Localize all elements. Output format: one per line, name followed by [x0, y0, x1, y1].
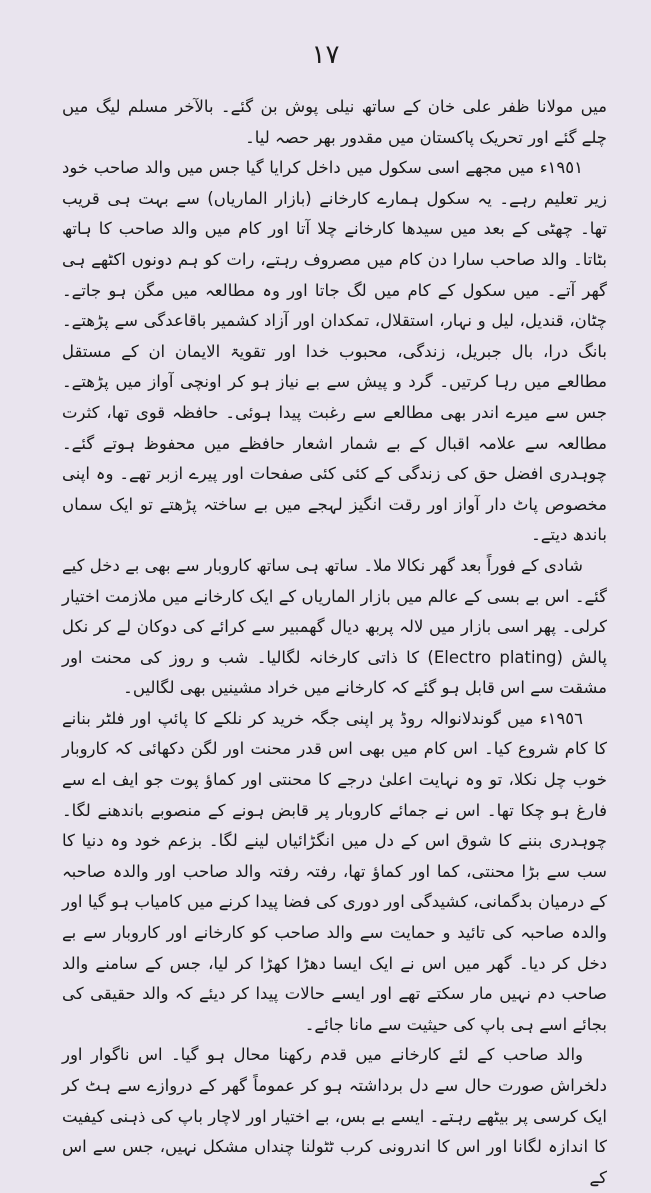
page-body-text	[62, 92, 607, 1193]
paragraph-4: ١٩٥٦ء میں گوندلانوالہ روڈ پر اپنی جگہ خرید کر نلکے کا پائپ اور فلٹر بنانے کا کام شروع کیا۔ اس کام میں بھی اس قدر محنت اور لگن دکھائی کہ کاروبار خوب چل نکلا، تو وہ نہایت اعلیٰ درجے کا محنتی اور کماؤ پوت جو ایف اے سے فارغ ہو چکا تھا۔ اس نے جمائے کاروبار پر قابض ہونے کے منصوبے باندھنے لگا۔ چوہدری بننے کا شوق اس کے دل میں انگڑائیاں لینے لگا۔ بزعم خود وہ دنیا کا سب سے بڑا محنتی، کما اور کماؤ تھا، رفتہ رفتہ والد صاحب اور والدہ صاحبہ کے درمیان بدگمانی، کشیدگی اور دوری کی فضا پیدا کرنے میں کامیاب ہو گیا اور والدہ صاحبہ کی تائید و حمایت سے والد صاحب کو کارخانے اور کاروبار سے بے دخل کر دیا۔ گھر میں اس نے ایک ایسا دھڑا کھڑا کر لیا، جس کے سامنے والد صاحب دم نہیں مار سکتے تھے اور ایسے حالات پیدا کر دیئے کہ والد حقیقی کی بجائے اسے ہی باپ کی حیثیت سے مانا جائے۔	[62, 708, 607, 1034]
page-number: ١٧	[311, 40, 340, 70]
paragraph-1: میں مولانا ظفر علی خان کے ساتھ نیلی پوش بن گئے۔ بالآخر مسلم لیگ میں چلے گئے اور تحریک پاکستان میں مقدور بھر حصہ لیا۔	[62, 97, 607, 147]
paragraph-5: والد صاحب کے لئے کارخانے میں قدم رکھنا محال ہو گیا۔ اس ناگوار اور دلخراش صورت حال سے دل برداشتہ ہو کر عموماً گھر کے دروازے سے ہٹ کر ایک کرسی پر بیٹھے رہتے۔ ایسے بے بس، بے اختیار اور لاچار باپ کی ذہنی کیفیت کا اندازہ لگانا اور اس کا اندرونی کرب ٹٹولنا چنداں مشکل نہیں، جس سے اس کے	[62, 1045, 607, 1187]
paragraph-3: شادی کے فوراً بعد گھر نکالا ملا۔ ساتھ ہی ساتھ کاروبار سے بھی بے دخل کیے گئے۔ اس بے بسی کے عالم میں بازار المارياں کے ایک کارخانے میں ملازمت اختیار کرلی۔ پھر اسی بازار میں لالہ پربھ دیال گھمبیر سے کرائے کی دوکان لے کر نکل پالش (Electro plating) کا ذاتی کارخانہ لگالیا۔ شب و روز کی محنت اور مشقت سے اس قابل ہو گئے کہ کارخانے میں خراد مشینیں بھی لگالیں۔	[62, 555, 607, 698]
paragraph-2: ١٩٥١ء میں مجھے اسی سکول میں داخل کرایا گیا جس میں والد صاحب خود زیر تعلیم رہے۔ یہ سکول ہمارے کارخانے (بازار المارياں) سے بہت ہی قریب تھا۔ چھٹی کے بعد میں سیدھا کارخانے چلا آتا اور کام میں والد صاحب کا ہاتھ بٹاتا۔ والد صاحب سارا دن کام میں مصروف رہتے، رات کو ہم دونوں اکٹھے ہی گھر آتے۔ میں سکول کے کام میں لگ جاتا اور وہ مطالعہ میں مگن ہو جاتے۔ چٹان، قندیل، لیل و نہار، استقلال، تمکدان اور آزاد کشمیر باقاعدگی سے پڑھتے۔ بانگ درا، بال جبریل، زندگی، محبوب خدا اور تقویۃ الایمان ان کے مستقل مطالعے میں رہا کرتیں۔ گرد و پیش سے بے نیاز ہو کر اونچی آواز میں پڑھتے۔ جس سے میرے اندر بھی مطالعے سے رغبت پیدا ہوئی۔ حافظہ قوی تھا، کثرت مطالعہ سے علامہ اقبال کے بے شمار اشعار حافظے میں محفوظ ہوتے گئے۔ چوہدری افضل حق کی زندگی کے کئی کئی صفحات اور پیرے ازبر تھے۔ وہ اپنی مخصوص پاٹ دار آواز اور رقت انگیز لہجے میں بے ساختہ پڑھتے تو ایک سماں باندھ دیتے۔	[62, 158, 607, 545]
